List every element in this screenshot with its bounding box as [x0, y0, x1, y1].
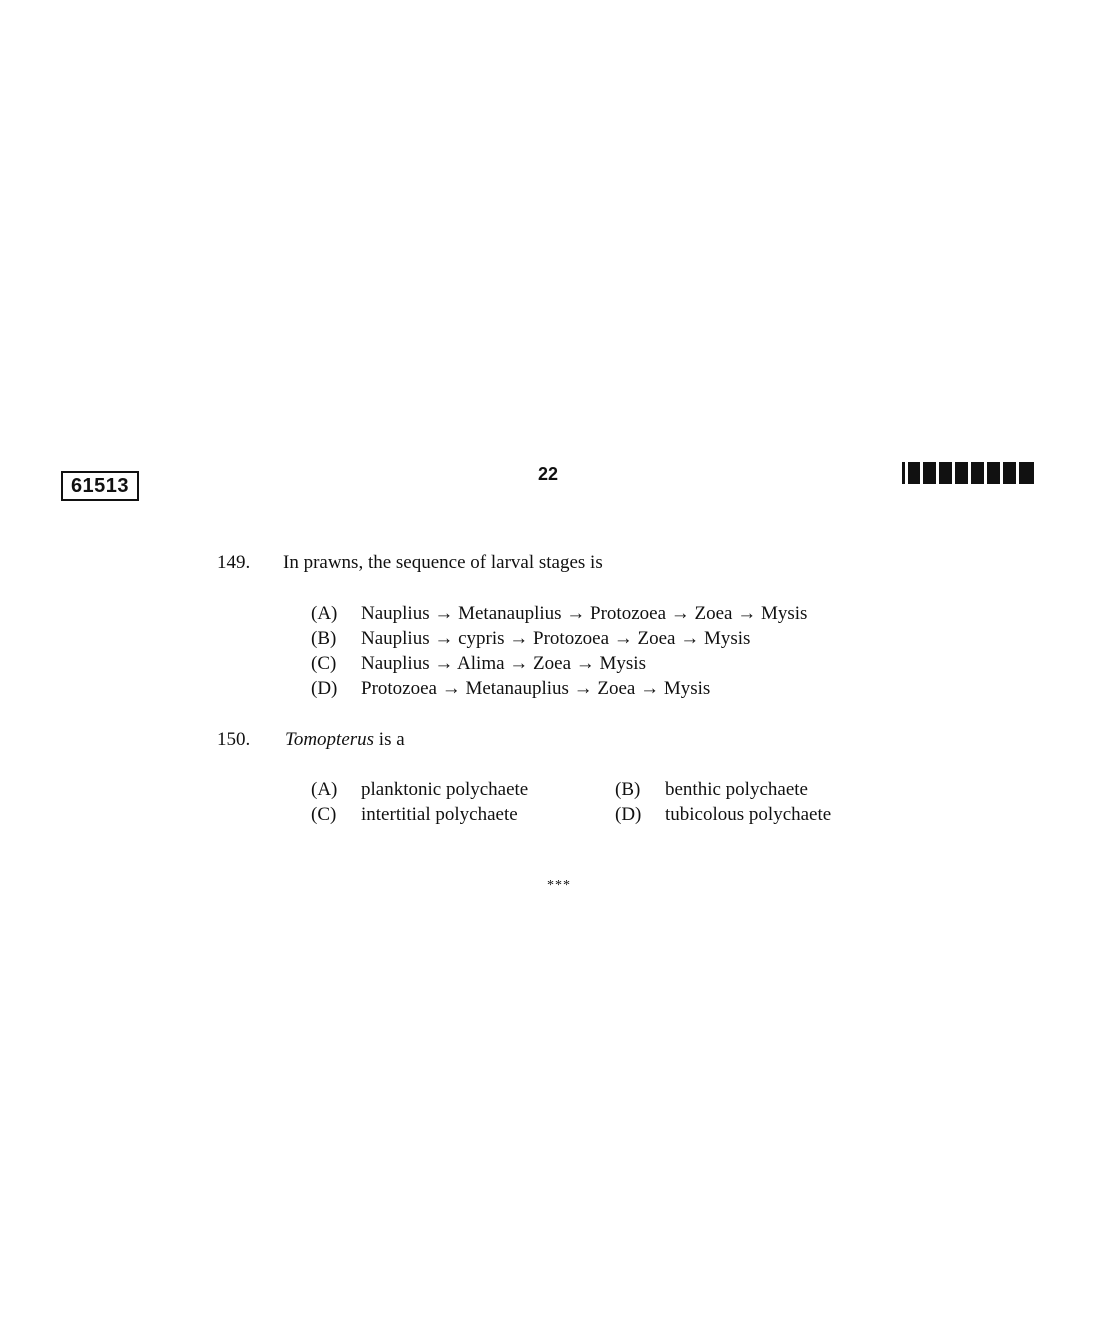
option-text: tubicolous polychaete [665, 804, 832, 825]
question-number: 149. [217, 552, 251, 573]
option-label: (A) [311, 779, 338, 800]
option-d [311, 678, 710, 700]
option-label: (B) [615, 779, 641, 800]
option-text: Nauplius → Alima → Zoea → Mysis [361, 653, 646, 674]
paper-code-box [61, 471, 139, 501]
species-name: Tomopterus [285, 729, 375, 750]
barcode-image [902, 462, 1038, 484]
option-label: (A) [311, 603, 338, 624]
option-label: (D) [615, 804, 642, 825]
option-b [615, 779, 808, 801]
option-label: (C) [311, 653, 337, 674]
end-mark: *** [547, 878, 571, 893]
option-text: Protozoea → Metanauplius → Zoea → Mysis [361, 678, 711, 699]
option-text: Nauplius → cypris → Protozoea → Zoea → Mysis [361, 628, 751, 649]
paper-code: 61513 [70, 474, 130, 497]
question-text: In prawns, the sequence of larval stages is [283, 552, 603, 573]
page-number: 22 [537, 464, 559, 484]
option-text: benthic polychaete [665, 779, 808, 800]
option-text: intertitial polychaete [361, 804, 518, 825]
option-a [311, 603, 807, 625]
option-label: (B) [311, 628, 337, 649]
question-text-rest: is a [374, 729, 405, 750]
option-text: Nauplius → Metanauplius → Protozoea → Zoea → Mysis [361, 603, 808, 624]
option-a [311, 779, 528, 801]
option-label: (D) [311, 678, 338, 699]
option-label: (C) [311, 804, 337, 825]
option-b [311, 628, 750, 650]
option-c [311, 804, 518, 826]
option-d [615, 804, 831, 826]
option-c [311, 653, 646, 675]
question-number: 150. [217, 729, 251, 750]
option-text: planktonic polychaete [361, 779, 529, 800]
question-text [285, 729, 405, 751]
